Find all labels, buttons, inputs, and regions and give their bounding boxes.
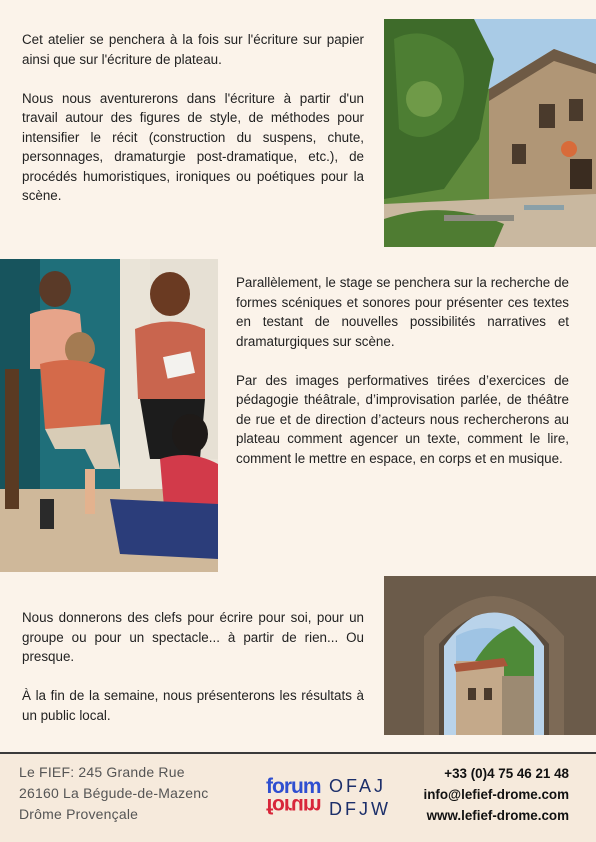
- website-link[interactable]: www.lefief-drome.com: [426, 808, 569, 823]
- phone-number[interactable]: +33 (0)4 75 46 21 48: [444, 766, 569, 781]
- intro-text: [22, 30, 364, 206]
- contact-info: [424, 763, 570, 826]
- intro-paragraph-1: Cet atelier se penchera à la fois sur l'écriture sur papier ainsi que sur l'écriture de plateau.: [22, 32, 364, 67]
- photo-rehearsal-group: [0, 259, 218, 572]
- forum-logo-mirror: forum: [266, 794, 321, 817]
- closing-text: [22, 608, 364, 725]
- ofaj-logo-text: OFAJ: [329, 776, 387, 796]
- forum-logo-text: forum: [266, 775, 321, 798]
- middle-paragraph-1: Parallèlement, le stage se penchera sur la recherche de formes scéniques et sonores pour présenter ces textes en testant de nouvelles possibilités narratives et dramaturgiques sur scène.: [236, 275, 569, 349]
- closing-paragraph-1: Nous donnerons des clefs pour écrire pour soi, pour un groupe ou pour un spectacle... à partir de rien... Ou presque.: [22, 610, 364, 664]
- address-line-3: Drôme Provençale: [19, 806, 139, 822]
- address: [19, 762, 208, 825]
- partner-logos: [266, 771, 391, 823]
- forum-logo: [266, 775, 321, 817]
- email-link[interactable]: info@lefief-drome.com: [423, 787, 569, 802]
- dfjw-logo-text: DFJW: [329, 799, 391, 819]
- intro-paragraph-2: Nous nous aventurerons dans l'écriture à partir d'un travail autour des figures de style, de méthodes pour intensifier le récit (construction du suspens, chute, personnages, dramaturgie post-dramatique, etc.), de procédés humoristiques, ironiques ou poétiques pour la scène.: [22, 90, 364, 203]
- middle-paragraph-2: Par des images performatives tirées d’exercices de pédagogie théâtrale, d’improvisation parlée, de théâtre de rue et de direction d’acteurs nous rechercherons au plateau comment agencer un texte, comment le lire, comment le mettre en espace, en corps et en musique.: [236, 372, 569, 466]
- photo-stone-house-garden: [384, 19, 596, 247]
- photo-stone-archway: [384, 576, 596, 735]
- footer: [0, 752, 596, 842]
- closing-paragraph-2: À la fin de la semaine, nous présenterons les résultats à un public local.: [22, 688, 364, 723]
- address-line-2: 26160 La Bégude-de-Mazenc: [19, 785, 209, 801]
- address-line-1: Le FIEF: 245 Grande Rue: [19, 764, 185, 780]
- middle-text: [236, 273, 569, 468]
